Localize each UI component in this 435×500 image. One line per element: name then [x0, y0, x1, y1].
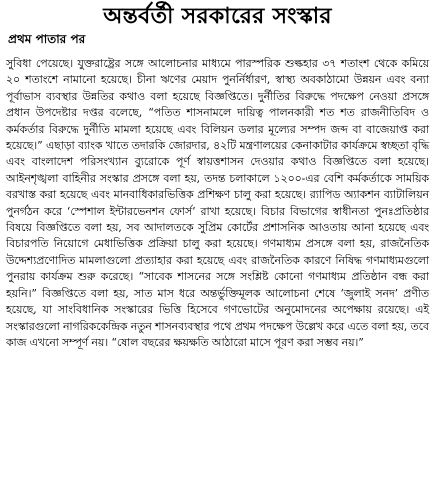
continuation-label: প্রথম পাতার পর [8, 32, 86, 46]
article-body: সুবিধা পেয়েছে। যুক্তরাষ্ট্রের সঙ্গে আলোচনার মাধ্যমে পারস্পরিক শুল্কহার ৩৭ শতাংশ থেকে কমিয়ে ২০ শতাংশে নামানো হয়েছে। চীনা ঋণের মেয়াদ পুনর্নির্ধারণ, স্বাস্থ্য অবকাঠামো উন্নয়ন এবং বন্যা পূর্বাভাস ব্যবস্থার উন্নতির কথাও বলা হয়েছে বিজ্ঞপ্তিতে। দুর্নীতির বিরুদ্ধে পদক্ষেপ নেওয়া প্রসঙ্গে প্রধান উপদেষ্টার দপ্তর বলেছে, “পতিত শাসনামলে দায়িত্ব পালনকারী শত শত রাজনীতিবিদ ও কর্মকর্তার বিরুদ্ধে দুর্নীতি মামলা হয়েছে এবং বিলিয়ন ডলার মূল্যের সম্পদ জব্দ বা বাজেয়াপ্ত করা হয়েছে।” এছাড়া ব্যাংক খাতে তদারকি জোরদার, ৪২টি মন্ত্রণালয়ের কেনাকাটার কার্যক্রমে স্বচ্ছতা বৃদ্ধি এবং বাংলাদেশ পরিসংখ্যান ব্যুরোকে পূর্ণ স্বায়ত্তশাসন দেওয়ার কথাও বিজ্ঞপ্তিতে বলা হয়েছে। আইনশৃঙ্খলা বাহিনীর সংস্কার প্রসঙ্গে বলা হয়, তদন্ত চলাকালে ১২০০-এর বেশি কর্মকর্তাকে সাময়িক বরখাস্ত করা হয়েছে এবং মানবাধিকারভিত্তিক প্রশিক্ষণ চালু করা হয়েছে। র‍্যাপিড অ্যাকশন ব্যাটালিয়ন পুনর্গঠন করে ‘স্পেশাল ইন্টারভেনশন ফোর্স’ রাখা হয়েছে। বিচার বিভাগের স্বাধীনতা পুনঃপ্রতিষ্ঠার বিষয়ে বিজ্ঞপ্তিতে বলা হয়, সব আদালতকে সুপ্রিম কোর্টের প্রশাসনিক আওতায় আনা হয়েছে এবং বিচারপতি নিয়োগে মেধাভিত্তিক প্রক্রিয়া চালু করা হয়েছে। গণমাধ্যম প্রসঙ্গে বলা হয়, রাজনৈতিক উদ্দেশ্যপ্রণোদিত মামলাগুলো প্রত্যাহার করা হয়েছে এবং রাজনৈতিক কারণে নিষিদ্ধ গণমাধ্যমগুলো পুনরায় কার্যক্রম শুরু করেছে। “সাবেক শাসনের সঙ্গে সংশ্লিষ্ট কোনো গণমাধ্যম প্রতিষ্ঠান বন্ধ করা হয়নি।” বিজ্ঞপ্তিতে বলা হয়, সাত মাস ধরে অন্তর্ভুক্তিমূলক আলোচনা শেষে ‘জুলাই সনদ’ প্রণীত হয়েছে, যা সাংবিধানিক সংস্কারের ভিত্তি হিসেবে গণভোটের অনুমোদনের অপেক্ষায় রয়েছে। এই সংস্কারগুলো নাগরিককেন্দ্রিক নতুন শাসনব্যবস্থার পথে প্রথম পদক্ষেপ উল্লেখ করে এতে বলা হয়, তবে কাজ এখনো সম্পূর্ণ নয়। “ষোল বছরের ক্ষয়ক্ষতি আঠারো মাসে পূরণ করা সম্ভব নয়।” [6, 57, 429, 349]
headline: অন্তর্বর্তী সরকারের সংস্কার [103, 4, 332, 29]
